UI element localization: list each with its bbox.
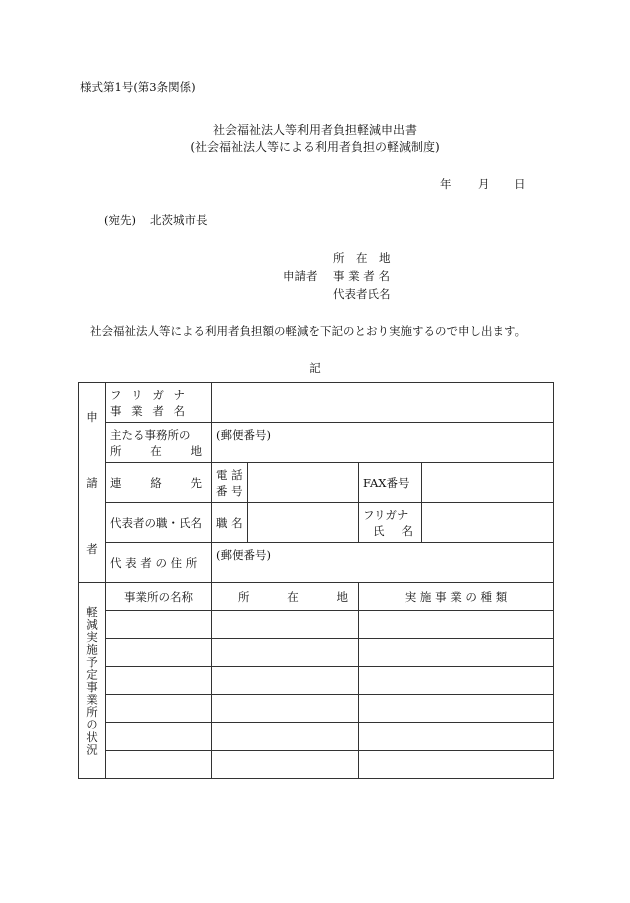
service-type-cell[interactable]: [359, 695, 554, 723]
postal-code-label-2: (郵便番号): [216, 548, 271, 562]
postal-code-label: (郵便番号): [216, 428, 271, 442]
furigana-name-label: フリガナ 氏 名: [359, 503, 422, 543]
table-row: [79, 611, 554, 639]
application-table: [78, 382, 554, 779]
applicant-label: 申請者: [283, 269, 318, 283]
table-row: [79, 639, 554, 667]
service-type-cell[interactable]: [359, 723, 554, 751]
job-title-label: 職 名: [212, 503, 248, 543]
office-name-cell[interactable]: [106, 751, 212, 779]
phone-label: 電 話 番 号: [212, 463, 248, 503]
phone-field[interactable]: [248, 463, 359, 503]
service-type-cell[interactable]: [359, 639, 554, 667]
location-cell[interactable]: [212, 695, 359, 723]
contact-label: 連 絡 先: [106, 463, 212, 503]
main-office-label: 主たる事務所の 所 在 地: [106, 423, 212, 463]
furigana-business-label: フ リ ガ ナ 事 業 者 名: [106, 383, 212, 423]
service-type-cell[interactable]: [359, 667, 554, 695]
representative-address-label: 代 表 者 の 住 所: [106, 543, 212, 583]
representative-label: 代表者の職・氏名: [106, 503, 212, 543]
col-office-name: 事業所の名称: [106, 583, 212, 611]
location-cell[interactable]: [212, 723, 359, 751]
applicant-representative-label: 代表者氏名: [333, 287, 391, 301]
representative-address-field[interactable]: [212, 543, 554, 583]
col-service-type: 実 施 事 業 の 種 類: [359, 583, 554, 611]
ki-heading: 記: [309, 361, 321, 375]
office-name-cell[interactable]: [106, 639, 212, 667]
location-cell[interactable]: [212, 611, 359, 639]
document-title: 社会福祉法人等利用者負担軽減申出書: [212, 123, 417, 137]
fax-label: FAX番号: [359, 463, 422, 503]
fax-field[interactable]: [422, 463, 554, 503]
date-day: 日: [514, 177, 526, 191]
table-row: [79, 751, 554, 779]
applicant-business-label: 事 業 者 名: [333, 269, 390, 283]
statement: 社会福祉法人等による利用者負担額の軽減を下記のとおり実施するので申し出ます。: [90, 324, 527, 338]
date-month: 月: [478, 177, 490, 191]
document-subtitle: (社会福祉法人等による利用者負担の軽減制度): [190, 140, 440, 154]
location-cell[interactable]: [212, 751, 359, 779]
location-cell[interactable]: [212, 667, 359, 695]
main-office-field[interactable]: [212, 423, 554, 463]
table-row: [79, 667, 554, 695]
office-name-cell[interactable]: [106, 723, 212, 751]
job-title-field[interactable]: [248, 503, 359, 543]
applicant-section-label: 申 請 者: [79, 383, 106, 583]
table-row: [79, 695, 554, 723]
addressee: [104, 212, 207, 228]
form-number: 様式第1号(第3条関係): [80, 80, 196, 94]
service-type-cell[interactable]: [359, 611, 554, 639]
date-year: 年: [440, 177, 452, 191]
office-name-cell[interactable]: [106, 667, 212, 695]
facility-section-label: 軽減実施予定事業所の状況: [79, 583, 106, 779]
location-cell[interactable]: [212, 639, 359, 667]
service-type-cell[interactable]: [359, 751, 554, 779]
addressee-label: (宛先): [104, 213, 136, 227]
table-row: [79, 723, 554, 751]
office-name-cell[interactable]: [106, 611, 212, 639]
col-location: 所 在 地: [212, 583, 359, 611]
applicant-location-label: 所 在 地: [333, 251, 391, 265]
representative-name-field[interactable]: [422, 503, 554, 543]
business-name-field[interactable]: [212, 383, 554, 423]
office-name-cell[interactable]: [106, 695, 212, 723]
addressee-name: 北茨城市長: [149, 213, 208, 227]
